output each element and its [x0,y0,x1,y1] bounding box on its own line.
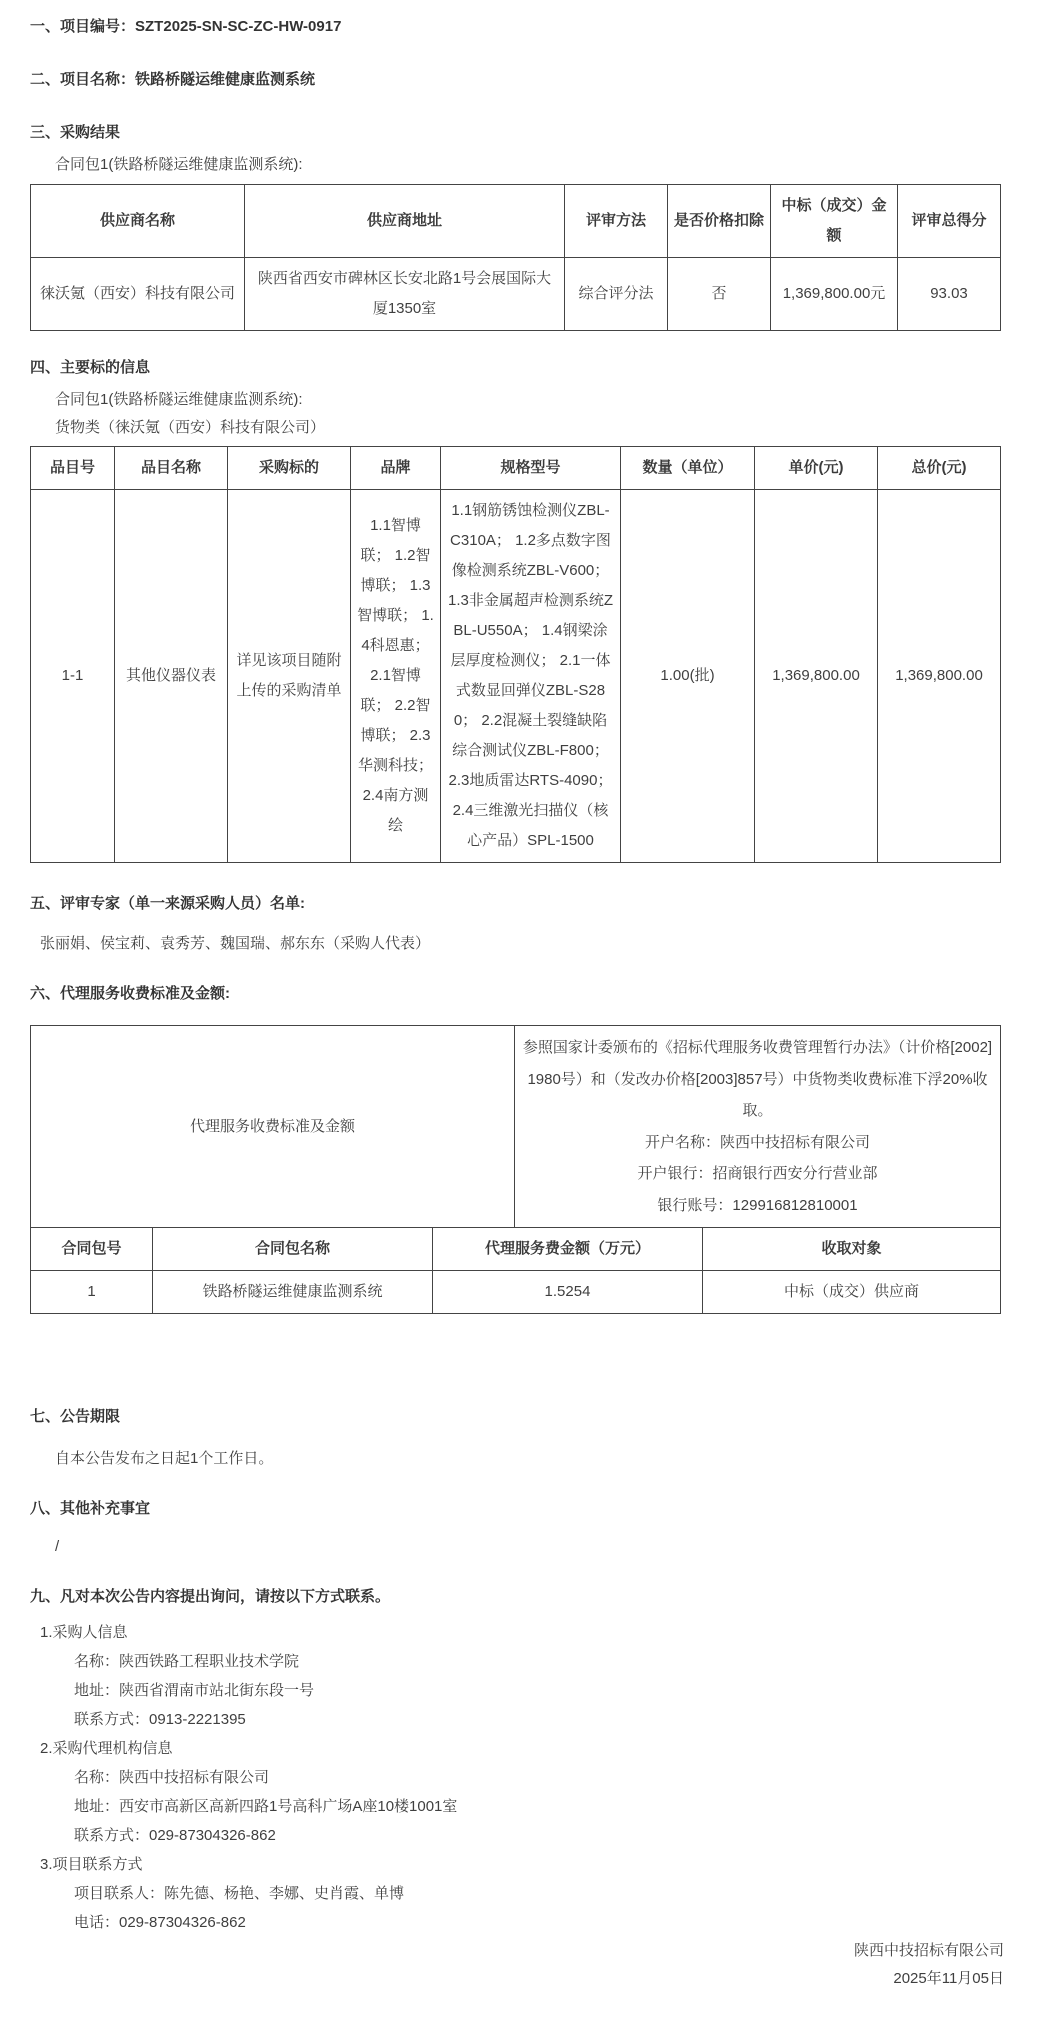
review-method-cell: 综合评分法 [565,258,668,331]
supplier-name-cell: 徕沃氪（西安）科技有限公司 [31,258,245,331]
announcement-period-text: 自本公告发布之日起1个工作日。 [55,1450,274,1467]
purchaser-info-title: 1.采购人信息 [40,1624,128,1641]
agency-name: 名称：陕西中技招标有限公司 [74,1769,270,1786]
agency-fee-desc-cell [515,1026,1001,1228]
package-no-cell: 1 [31,1271,153,1314]
subject-category-line: 货物类（徕沃氪（西安）科技有限公司） [55,419,326,436]
procurement-result-table [30,184,1001,331]
award-amount-cell: 1,369,800.00元 [771,258,898,331]
agency-fee-standard-table [30,1025,1001,1228]
header-price-deduction: 是否价格扣除 [668,185,771,258]
header-review-method: 评审方法 [565,185,668,258]
quantity-cell: 1.00(批) [621,490,755,863]
charge-target-cell: 中标（成交）供应商 [703,1271,1001,1314]
item-name-cell: 其他仪器仪表 [115,490,228,863]
total-score-cell: 93.03 [898,258,1001,331]
result-table-header-row [31,185,1001,258]
header-spec: 规格型号 [441,447,621,490]
price-deduction-cell: 否 [668,258,771,331]
project-contact-phone: 电话：029-87304326-862 [74,1914,246,1931]
header-supplier-address: 供应商地址 [245,185,565,258]
project-name-label: 二、项目名称： [30,71,136,88]
agency-fee-label-cell: 代理服务收费标准及金额 [31,1026,515,1228]
header-item-name: 品目名称 [115,447,228,490]
project-name-value: 铁路桥隧运维健康监测系统 [135,71,316,88]
item-no-cell: 1-1 [31,490,115,863]
agency-account-name: 开户名称：陕西中技招标有限公司 [644,1133,870,1151]
subject-info-table [30,446,1001,863]
header-supplier-name: 供应商名称 [31,185,245,258]
section-other-heading: 八、其他补充事宜 [30,1500,151,1517]
project-contact-persons: 项目联系人：陈先德、杨艳、李娜、史肖霞、单博 [74,1885,405,1902]
header-quantity: 数量（单位） [621,447,755,490]
brand-cell: 1.1智博联； 1.2智博联； 1.3智博联； 1.4科恩惠； 2.1智博联； 2.2智博联； 2.3华测科技； 2.4南方测绘 [351,490,441,863]
section-contact-heading: 九、凡对本次公告内容提出询问，请按以下方式联系。 [30,1588,391,1605]
spec-cell: 1.1钢筋锈蚀检测仪ZBL-C310A； 1.2多点数字图像检测系统ZBL-V600； 1.3非金属超声检测系统ZBL-U550A； 1.4钢梁涂层厚度检测仪； 2.1一体式数显回弹仪ZBL-S280； 2.2混凝土裂缝缺陷综合测试仪ZBL-F800； 2.3地质雷达RTS-4090； 2.4三维激光扫描仪（核心产品）SPL-1500 [441,490,621,863]
section-period-heading: 七、公告期限 [30,1408,121,1425]
agency-address: 地址：西安市高新区高新四路1号高科广场A座10楼1001室 [74,1798,458,1815]
package-name-cell: 铁路桥隧运维健康监测系统 [153,1271,433,1314]
agency-contact: 联系方式：029-87304326-862 [74,1827,276,1844]
project-number-value: SZT2025-SN-SC-ZC-HW-0917 [135,18,342,35]
header-unit-price: 单价(元) [755,447,878,490]
expert-names: 张丽娟、侯宝莉、袁秀芳、魏国瑞、郝东东（采购人代表） [40,935,431,952]
header-package-no: 合同包号 [31,1228,153,1271]
agency-fee-data-row [31,1271,1001,1314]
project-contact-title: 3.项目联系方式 [40,1856,143,1873]
header-total-score: 评审总得分 [898,185,1001,258]
section-experts-heading: 五、评审专家（单一来源采购人员）名单: [30,895,305,912]
section-result-heading: 三、采购结果 [30,124,121,141]
total-price-cell: 1,369,800.00 [878,490,1001,863]
purchaser-address: 地址：陕西省渭南市站北街东段一号 [74,1682,315,1699]
footer-company: 陕西中技招标有限公司 [853,1942,1004,1959]
agency-fee-standard-row [31,1026,1001,1228]
header-charge-target: 收取对象 [703,1228,1001,1271]
header-item-no: 品目号 [31,447,115,490]
agency-fee-amount-table [30,1227,1001,1314]
fee-amount-cell: 1.5254 [433,1271,703,1314]
section-project-number [30,16,1010,38]
agency-fee-header-row [31,1228,1001,1271]
header-package-name: 合同包名称 [153,1228,433,1271]
agency-fee-policy-text: 参照国家计委颁布的《招标代理服务收费管理暂行办法》（计价格[2002]1980号）和（发改办价格[2003]857号）中货物类收费标准下浮20%收取。 [522,1039,993,1119]
section-subject-heading: 四、主要标的信息 [30,359,151,376]
subject-table-row [31,490,1001,863]
header-brand: 品牌 [351,447,441,490]
agency-info-title: 2.采购代理机构信息 [40,1740,173,1757]
subject-table-header-row [31,447,1001,490]
header-fee-amount: 代理服务费金额（万元） [433,1228,703,1271]
header-award-amount: 中标（成交）金额 [771,185,898,258]
agency-bank-name: 开户银行：招商银行西安分行营业部 [637,1165,878,1182]
supplier-address-cell: 陕西省西安市碑林区长安北路1号会展国际大厦1350室 [245,258,565,331]
footer-date: 2025年11月05日 [893,1970,1004,1987]
purchaser-contact: 联系方式：0913-2221395 [74,1711,246,1728]
unit-price-cell: 1,369,800.00 [755,490,878,863]
purchaser-name: 名称：陕西铁路工程职业技术学院 [74,1653,300,1670]
header-total-price: 总价(元) [878,447,1001,490]
subject-package-line: 合同包1(铁路桥隧运维健康监测系统): [55,391,303,408]
subject-cell: 详见该项目随附上传的采购清单 [228,490,351,863]
agency-account-number: 银行账号：129916812810001 [657,1196,858,1214]
project-number-label: 一、项目编号： [30,18,136,35]
result-package-line: 合同包1(铁路桥隧运维健康监测系统): [55,156,303,173]
header-subject: 采购标的 [228,447,351,490]
result-table-row [31,258,1001,331]
section-project-name [30,69,1010,91]
other-matters-text: / [55,1538,60,1555]
section-agency-fee-heading: 六、代理服务收费标准及金额: [30,985,230,1002]
